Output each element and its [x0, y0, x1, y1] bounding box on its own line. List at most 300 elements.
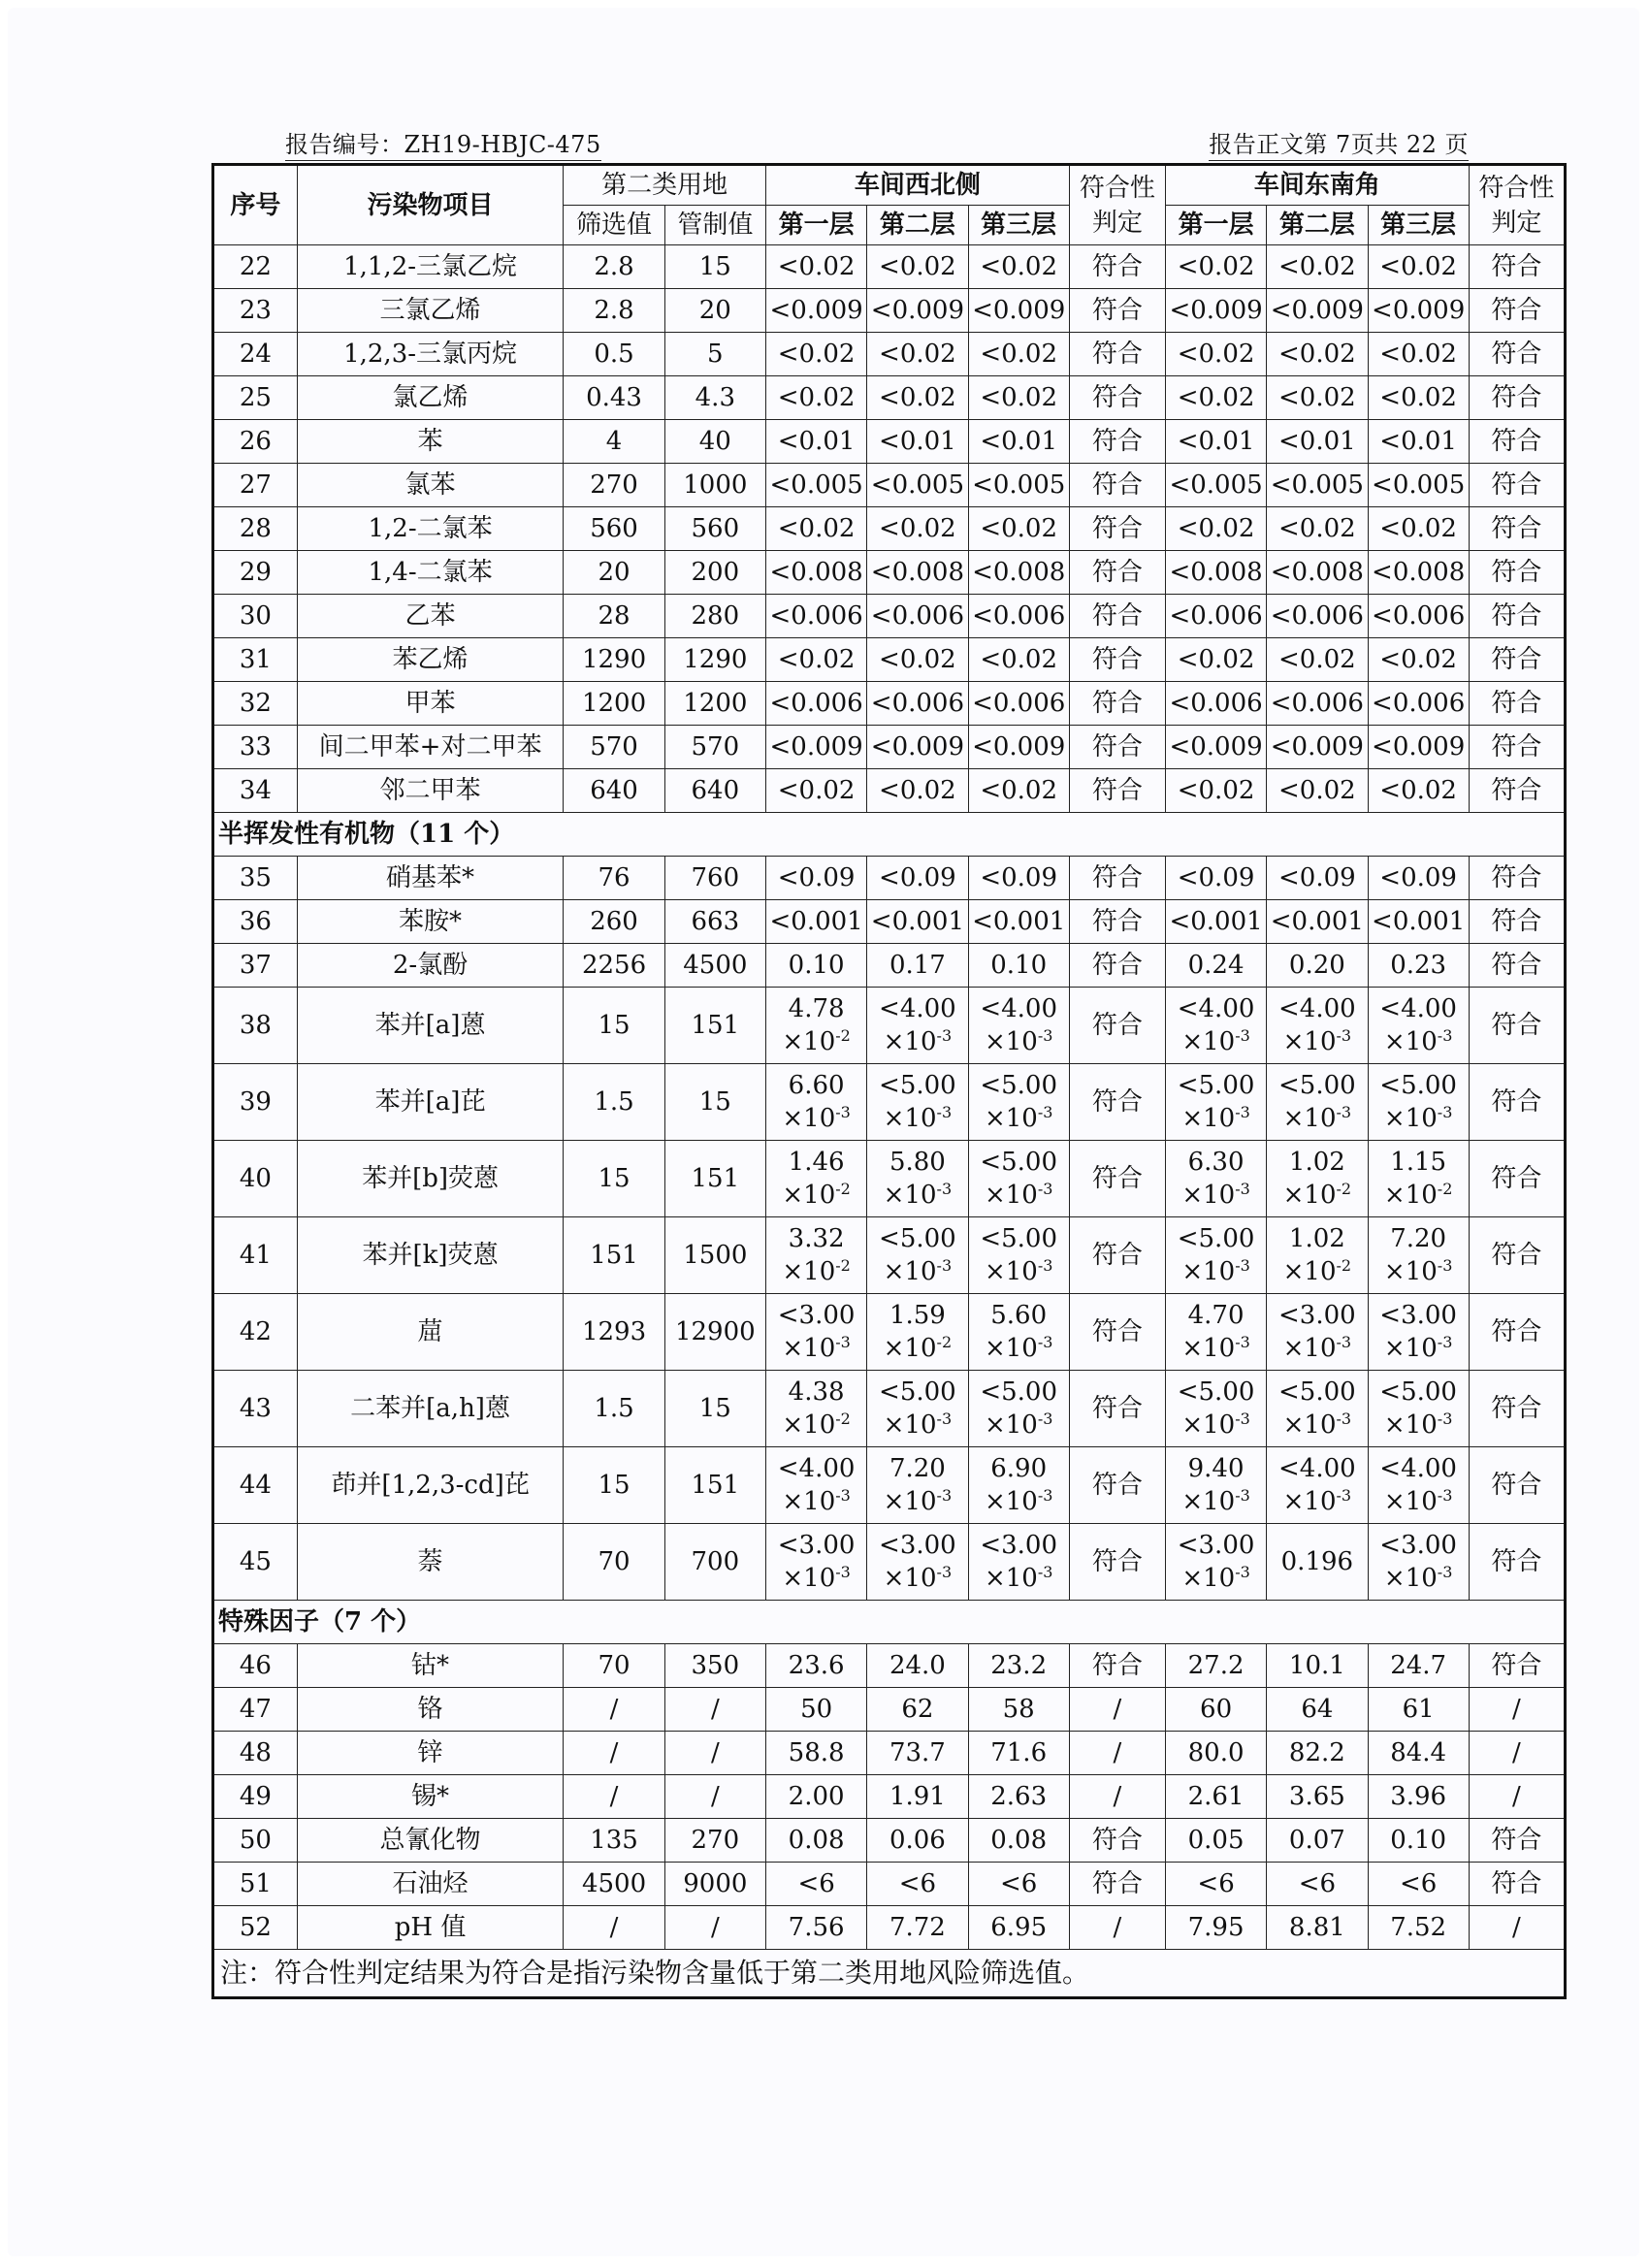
exponent-base: ×10 — [1181, 1181, 1236, 1210]
cell-conformity-se: 符合 — [1469, 1819, 1565, 1863]
cell-se-layer-3: 84.4 — [1368, 1732, 1469, 1775]
cell-nw-layer-2: <0.02 — [867, 638, 968, 682]
cell-nw-layer-2: 24.0 — [867, 1644, 968, 1688]
cell-nw-layer-2: <0.01 — [867, 420, 968, 464]
cell-nw-layer-3: <0.02 — [968, 507, 1069, 551]
cell-nw-layer-1: 0.08 — [765, 1819, 866, 1863]
cell-conformity-nw: 符合 — [1069, 1644, 1165, 1688]
cell-conformity-se: 符合 — [1469, 376, 1565, 420]
cell-se-layer-1: <0.001 — [1165, 900, 1266, 944]
value-exponent — [782, 1179, 850, 1212]
value-exponent — [1278, 1332, 1356, 1365]
cell-item: 间二甲苯+对二甲苯 — [297, 726, 564, 769]
cell-nw-layer-2: <0.02 — [867, 376, 968, 420]
cell-se-layer-2 — [1267, 1141, 1368, 1217]
cell-conformity-nw: 符合 — [1069, 1863, 1165, 1906]
cell-control-value: 15 — [664, 245, 765, 289]
exponent-power: -3 — [1437, 1333, 1453, 1351]
value-mantissa: 7.20 — [889, 1454, 946, 1483]
cell-se-layer-2 — [1267, 1371, 1368, 1447]
exponent-power: -3 — [936, 1103, 953, 1121]
cell-nw-layer-1: <0.02 — [765, 333, 866, 376]
exponent-base: ×10 — [883, 1334, 937, 1363]
cell-se-layer-3: 0.10 — [1368, 1819, 1469, 1863]
exponent-power: -3 — [1437, 1103, 1453, 1121]
table-row — [213, 245, 1566, 289]
cell-nw-layer-3: <6 — [968, 1863, 1069, 1906]
cell-conformity-nw: 符合 — [1069, 333, 1165, 376]
cell-se-layer-3 — [1368, 1524, 1469, 1601]
cell-nw-layer-1: <0.009 — [765, 726, 866, 769]
table-row — [213, 769, 1566, 813]
value-mantissa: <5.00 — [1379, 1071, 1457, 1100]
exponent-base: ×10 — [1383, 1104, 1438, 1133]
value-exponent — [778, 1485, 856, 1518]
table-row — [213, 289, 1566, 333]
section-header-row — [213, 1601, 1566, 1644]
cell-se-layer-3 — [1368, 1217, 1469, 1294]
exponent-base: ×10 — [883, 1027, 937, 1056]
table-row — [213, 1688, 1566, 1732]
cell-conformity-nw: 符合 — [1069, 638, 1165, 682]
cell-conformity-se: 符合 — [1469, 682, 1565, 726]
value-exponent — [980, 1102, 1057, 1135]
cell-se-layer-3: 3.96 — [1368, 1775, 1469, 1819]
cell-nw-layer-2: <0.005 — [867, 464, 968, 507]
cell-conformity-se: 符合 — [1469, 900, 1565, 944]
section-title: 特殊因子（7 个） — [213, 1601, 1566, 1644]
cell-item: pH 值 — [297, 1906, 564, 1950]
cell-item: 1,2,3-三氯丙烷 — [297, 333, 564, 376]
cell-conformity-se: 符合 — [1469, 857, 1565, 900]
value-exponent — [980, 1025, 1057, 1058]
cell-control-value: 200 — [664, 551, 765, 595]
value-mantissa: <4.00 — [1278, 994, 1356, 1023]
exponent-power: -3 — [1037, 1180, 1053, 1198]
cell-screening-value: 15 — [564, 1141, 664, 1217]
exponent-base: ×10 — [1383, 1257, 1438, 1286]
cell-seq: 43 — [213, 1371, 298, 1447]
value-exponent — [1283, 1255, 1351, 1288]
cell-item: 二苯并[a,h]蒽 — [297, 1371, 564, 1447]
value-mantissa: <5.00 — [1177, 1071, 1255, 1100]
cell-conformity-nw: 符合 — [1069, 1064, 1165, 1141]
exponent-power: -3 — [936, 1486, 953, 1505]
cell-se-layer-2 — [1267, 1064, 1368, 1141]
exponent-power: -3 — [936, 1026, 953, 1045]
cell-conformity-nw: 符合 — [1069, 769, 1165, 813]
value-mantissa: 6.90 — [990, 1454, 1048, 1483]
table-row — [213, 1906, 1566, 1950]
value-mantissa: 1.02 — [1288, 1224, 1345, 1253]
cell-item: 䓛 — [297, 1294, 564, 1371]
cell-item: 邻二甲苯 — [297, 769, 564, 813]
exponent-power: -2 — [1336, 1256, 1352, 1275]
value-mantissa: 6.60 — [788, 1071, 845, 1100]
value-mantissa: <4.00 — [879, 994, 956, 1023]
cell-screening-value: 70 — [564, 1524, 664, 1601]
cell-nw-layer-3 — [968, 1141, 1069, 1217]
cell-nw-layer-1: <0.005 — [765, 464, 866, 507]
exponent-base: ×10 — [984, 1487, 1038, 1516]
cell-screening-value: 1293 — [564, 1294, 664, 1371]
value-exponent — [879, 1102, 956, 1135]
cell-nw-layer-1 — [765, 1141, 866, 1217]
cell-nw-layer-1: <0.001 — [765, 900, 866, 944]
value-exponent — [1379, 1562, 1457, 1595]
cell-item: 氯苯 — [297, 464, 564, 507]
cell-conformity-se: 符合 — [1469, 1294, 1565, 1371]
cell-conformity-nw: 符合 — [1069, 988, 1165, 1064]
value-exponent — [1278, 1025, 1356, 1058]
cell-screening-value: 270 — [564, 464, 664, 507]
cell-item: 苯乙烯 — [297, 638, 564, 682]
cell-screening-value: 0.5 — [564, 333, 664, 376]
cell-nw-layer-3: <0.02 — [968, 245, 1069, 289]
cell-control-value: 151 — [664, 1141, 765, 1217]
cell-se-layer-2 — [1267, 1294, 1368, 1371]
value-mantissa: <5.00 — [1278, 1377, 1356, 1407]
cell-se-layer-2: <0.02 — [1267, 638, 1368, 682]
exponent-power: -3 — [1336, 1026, 1352, 1045]
cell-seq: 46 — [213, 1644, 298, 1688]
cell-seq: 29 — [213, 551, 298, 595]
value-exponent — [778, 1332, 856, 1365]
cell-se-layer-1 — [1165, 1141, 1266, 1217]
value-exponent — [1278, 1409, 1356, 1442]
exponent-base: ×10 — [984, 1104, 1038, 1133]
cell-se-layer-3: 61 — [1368, 1688, 1469, 1732]
value-exponent — [1278, 1485, 1356, 1518]
exponent-base: ×10 — [782, 1487, 836, 1516]
cell-seq: 37 — [213, 944, 298, 988]
cell-conformity-nw: 符合 — [1069, 1819, 1165, 1863]
exponent-power: -3 — [1336, 1486, 1352, 1505]
cell-control-value: 270 — [664, 1819, 765, 1863]
col-header-nw-layer-3: 第三层 — [968, 206, 1069, 245]
exponent-base: ×10 — [984, 1564, 1038, 1593]
cell-seq: 41 — [213, 1217, 298, 1294]
cell-seq: 30 — [213, 595, 298, 638]
cell-control-value: 1500 — [664, 1217, 765, 1294]
exponent-power: -3 — [1437, 1563, 1453, 1581]
cell-screening-value: / — [564, 1688, 664, 1732]
value-exponent — [1379, 1332, 1457, 1365]
value-mantissa: <4.00 — [1177, 994, 1255, 1023]
value-exponent — [1379, 1102, 1457, 1135]
cell-item: 石油烃 — [297, 1863, 564, 1906]
cell-se-layer-1: <0.009 — [1165, 726, 1266, 769]
exponent-power: -3 — [835, 1486, 851, 1505]
cell-se-layer-3 — [1368, 1141, 1469, 1217]
cell-se-layer-3 — [1368, 988, 1469, 1064]
exponent-base: ×10 — [1282, 1104, 1337, 1133]
col-header-se-layer-1: 第一层 — [1165, 206, 1266, 245]
cell-se-layer-2 — [1267, 1217, 1368, 1294]
cell-control-value: 1200 — [664, 682, 765, 726]
exponent-power: -3 — [1235, 1333, 1250, 1351]
exponent-power: -3 — [1235, 1103, 1250, 1121]
exponent-base: ×10 — [883, 1181, 937, 1210]
cell-conformity-nw: 符合 — [1069, 1524, 1165, 1601]
value-exponent — [980, 1409, 1057, 1442]
cell-conformity-se: / — [1469, 1906, 1565, 1950]
cell-se-layer-3: <0.001 — [1368, 900, 1469, 944]
cell-control-value: 760 — [664, 857, 765, 900]
exponent-base: ×10 — [1282, 1181, 1337, 1210]
cell-control-value: 151 — [664, 1447, 765, 1524]
table-row — [213, 944, 1566, 988]
cell-se-layer-1: 60 — [1165, 1688, 1266, 1732]
col-header-southeast: 车间东南角 — [1165, 165, 1469, 206]
cell-se-layer-1 — [1165, 1447, 1266, 1524]
table-header-row-1 — [213, 165, 1566, 206]
exponent-base: ×10 — [984, 1410, 1038, 1440]
table-row — [213, 376, 1566, 420]
value-mantissa: <3.00 — [1278, 1301, 1356, 1330]
cell-se-layer-2 — [1267, 1447, 1368, 1524]
cell-screening-value: / — [564, 1775, 664, 1819]
cell-se-layer-2: 8.81 — [1267, 1906, 1368, 1950]
cell-seq: 33 — [213, 726, 298, 769]
cell-nw-layer-1: 58.8 — [765, 1732, 866, 1775]
cell-nw-layer-3: 71.6 — [968, 1732, 1069, 1775]
exponent-base: ×10 — [1383, 1410, 1438, 1440]
cell-nw-layer-3: <0.001 — [968, 900, 1069, 944]
cell-conformity-nw: 符合 — [1069, 420, 1165, 464]
cell-se-layer-3: 24.7 — [1368, 1644, 1469, 1688]
table-row — [213, 900, 1566, 944]
value-exponent — [980, 1255, 1057, 1288]
value-exponent — [985, 1485, 1052, 1518]
cell-item: 锌 — [297, 1732, 564, 1775]
value-mantissa: 4.38 — [788, 1377, 845, 1407]
cell-se-layer-3: <0.009 — [1368, 726, 1469, 769]
cell-conformity-se: 符合 — [1469, 507, 1565, 551]
cell-conformity-se: 符合 — [1469, 289, 1565, 333]
col-header-nw-layer-2: 第二层 — [867, 206, 968, 245]
cell-nw-layer-1: 50 — [765, 1688, 866, 1732]
table-row — [213, 726, 1566, 769]
cell-se-layer-3: <0.02 — [1368, 333, 1469, 376]
cell-item: 苯胺* — [297, 900, 564, 944]
exponent-power: -3 — [1437, 1486, 1453, 1505]
cell-seq: 51 — [213, 1863, 298, 1906]
exponent-base: ×10 — [1181, 1257, 1236, 1286]
cell-se-layer-2: <0.01 — [1267, 420, 1368, 464]
cell-conformity-nw: / — [1069, 1732, 1165, 1775]
cell-control-value: / — [664, 1732, 765, 1775]
cell-seq: 23 — [213, 289, 298, 333]
cell-seq: 42 — [213, 1294, 298, 1371]
table-row — [213, 1141, 1566, 1217]
table-row — [213, 1217, 1566, 1294]
cell-se-layer-3: <0.008 — [1368, 551, 1469, 595]
exponent-base: ×10 — [1282, 1410, 1337, 1440]
table-row — [213, 1294, 1566, 1371]
value-mantissa: 1.59 — [889, 1301, 946, 1330]
cell-se-layer-3: <0.01 — [1368, 420, 1469, 464]
cell-nw-layer-3: <0.005 — [968, 464, 1069, 507]
cell-se-layer-2: 0.07 — [1267, 1819, 1368, 1863]
cell-screening-value: 151 — [564, 1217, 664, 1294]
cell-item: 苯并[a]芘 — [297, 1064, 564, 1141]
value-mantissa: <4.00 — [1278, 1454, 1356, 1483]
exponent-power: -3 — [1037, 1333, 1053, 1351]
exponent-base: ×10 — [782, 1564, 836, 1593]
exponent-base: ×10 — [1383, 1181, 1438, 1210]
cell-se-layer-3: <0.006 — [1368, 595, 1469, 638]
value-exponent — [1384, 1255, 1452, 1288]
cell-screening-value: 4 — [564, 420, 664, 464]
cell-nw-layer-1: <0.009 — [765, 289, 866, 333]
value-exponent — [879, 1562, 956, 1595]
exponent-base: ×10 — [1181, 1334, 1236, 1363]
value-exponent — [879, 1409, 956, 1442]
value-exponent — [1379, 1025, 1457, 1058]
value-exponent — [1178, 1255, 1255, 1288]
cell-se-layer-1: 0.05 — [1165, 1819, 1266, 1863]
cell-conformity-nw: 符合 — [1069, 682, 1165, 726]
table-row — [213, 420, 1566, 464]
cell-conformity-nw: 符合 — [1069, 1447, 1165, 1524]
cell-item: 茚并[1,2,3-cd]芘 — [297, 1447, 564, 1524]
cell-nw-layer-1 — [765, 1064, 866, 1141]
col-header-item: 污染物项目 — [297, 165, 564, 245]
cell-conformity-se: 符合 — [1469, 464, 1565, 507]
cell-nw-layer-1: <0.008 — [765, 551, 866, 595]
value-mantissa: <5.00 — [1278, 1071, 1356, 1100]
cell-seq: 39 — [213, 1064, 298, 1141]
value-exponent — [884, 1179, 952, 1212]
cell-nw-layer-1: 7.56 — [765, 1906, 866, 1950]
cell-control-value: 280 — [664, 595, 765, 638]
cell-se-layer-1: 27.2 — [1165, 1644, 1266, 1688]
cell-se-layer-3: <0.02 — [1368, 376, 1469, 420]
value-mantissa: 1.02 — [1288, 1148, 1345, 1177]
cell-item: 1,2-二氯苯 — [297, 507, 564, 551]
cell-control-value: 40 — [664, 420, 765, 464]
cell-nw-layer-1 — [765, 1294, 866, 1371]
cell-screening-value: 2256 — [564, 944, 664, 988]
value-mantissa: <5.00 — [879, 1071, 956, 1100]
cell-se-layer-2: <0.008 — [1267, 551, 1368, 595]
cell-nw-layer-2 — [867, 1141, 968, 1217]
cell-nw-layer-1: 0.10 — [765, 944, 866, 988]
cell-se-layer-1: 2.61 — [1165, 1775, 1266, 1819]
exponent-power: -3 — [835, 1103, 851, 1121]
cell-nw-layer-2 — [867, 988, 968, 1064]
exponent-base: ×10 — [1181, 1487, 1236, 1516]
cell-item: 苯并[a]蒽 — [297, 988, 564, 1064]
exponent-power: -3 — [1037, 1026, 1053, 1045]
cell-se-layer-2: <0.09 — [1267, 857, 1368, 900]
value-exponent — [1379, 1409, 1457, 1442]
cell-seq: 31 — [213, 638, 298, 682]
value-mantissa: 4.70 — [1187, 1301, 1245, 1330]
cell-seq: 24 — [213, 333, 298, 376]
exponent-power: -2 — [936, 1333, 953, 1351]
cell-nw-layer-1: <0.02 — [765, 376, 866, 420]
value-mantissa: <5.00 — [879, 1377, 956, 1407]
value-exponent — [980, 1562, 1057, 1595]
cell-se-layer-1: <0.006 — [1165, 682, 1266, 726]
cell-se-layer-1: <0.005 — [1165, 464, 1266, 507]
cell-control-value: 9000 — [664, 1863, 765, 1906]
value-mantissa: 1.15 — [1390, 1148, 1447, 1177]
cell-se-layer-3: <0.02 — [1368, 638, 1469, 682]
section-header-row — [213, 813, 1566, 857]
col-header-control: 管制值 — [664, 206, 765, 245]
value-mantissa: <3.00 — [1177, 1531, 1255, 1560]
cell-nw-layer-1: 23.6 — [765, 1644, 866, 1688]
value-mantissa: <5.00 — [1177, 1377, 1255, 1407]
cell-seq: 27 — [213, 464, 298, 507]
value-exponent — [1283, 1179, 1351, 1212]
cell-nw-layer-1: <0.01 — [765, 420, 866, 464]
cell-control-value: 350 — [664, 1644, 765, 1688]
cell-nw-layer-3 — [968, 1064, 1069, 1141]
value-exponent — [879, 1255, 956, 1288]
cell-conformity-nw: 符合 — [1069, 1141, 1165, 1217]
cell-screening-value: / — [564, 1906, 664, 1950]
cell-nw-layer-1: <0.02 — [765, 769, 866, 813]
exponent-base: ×10 — [883, 1257, 937, 1286]
cell-se-layer-3 — [1368, 1371, 1469, 1447]
exponent-base: ×10 — [883, 1564, 937, 1593]
exponent-base: ×10 — [1181, 1410, 1236, 1440]
table-row — [213, 857, 1566, 900]
cell-nw-layer-2: <0.006 — [867, 595, 968, 638]
cell-se-layer-3: <6 — [1368, 1863, 1469, 1906]
cell-nw-layer-2: 0.17 — [867, 944, 968, 988]
scanned-page — [8, 8, 1639, 2256]
cell-se-layer-2: 82.2 — [1267, 1732, 1368, 1775]
cell-conformity-se: 符合 — [1469, 769, 1565, 813]
value-mantissa: 5.80 — [889, 1148, 946, 1177]
cell-se-layer-1: 80.0 — [1165, 1732, 1266, 1775]
cell-se-layer-3: <0.006 — [1368, 682, 1469, 726]
cell-se-layer-1: 0.24 — [1165, 944, 1266, 988]
table-row — [213, 551, 1566, 595]
cell-item: 钴* — [297, 1644, 564, 1688]
value-mantissa: <5.00 — [980, 1071, 1058, 1100]
cell-nw-layer-1: <0.02 — [765, 638, 866, 682]
cell-conformity-se: 符合 — [1469, 333, 1565, 376]
cell-control-value: 12900 — [664, 1294, 765, 1371]
cell-item: 2-氯酚 — [297, 944, 564, 988]
exponent-base: ×10 — [1383, 1334, 1438, 1363]
cell-se-layer-2: 0.20 — [1267, 944, 1368, 988]
cell-se-layer-1: <0.008 — [1165, 551, 1266, 595]
cell-nw-layer-3: 6.95 — [968, 1906, 1069, 1950]
cell-se-layer-2 — [1267, 988, 1368, 1064]
cell-item: 苯并[k]荧蒽 — [297, 1217, 564, 1294]
cell-nw-layer-2: <0.09 — [867, 857, 968, 900]
cell-screening-value: 1290 — [564, 638, 664, 682]
cell-nw-layer-2: 7.72 — [867, 1906, 968, 1950]
cell-screening-value: 15 — [564, 988, 664, 1064]
cell-conformity-nw: / — [1069, 1775, 1165, 1819]
exponent-power: -3 — [1037, 1256, 1053, 1275]
cell-se-layer-2: <0.009 — [1267, 289, 1368, 333]
exponent-base: ×10 — [1282, 1487, 1337, 1516]
cell-nw-layer-2: <0.02 — [867, 507, 968, 551]
cell-se-layer-1: 7.95 — [1165, 1906, 1266, 1950]
exponent-power: -3 — [835, 1563, 851, 1581]
exponent-power: -3 — [1235, 1486, 1250, 1505]
cell-conformity-se: 符合 — [1469, 1644, 1565, 1688]
